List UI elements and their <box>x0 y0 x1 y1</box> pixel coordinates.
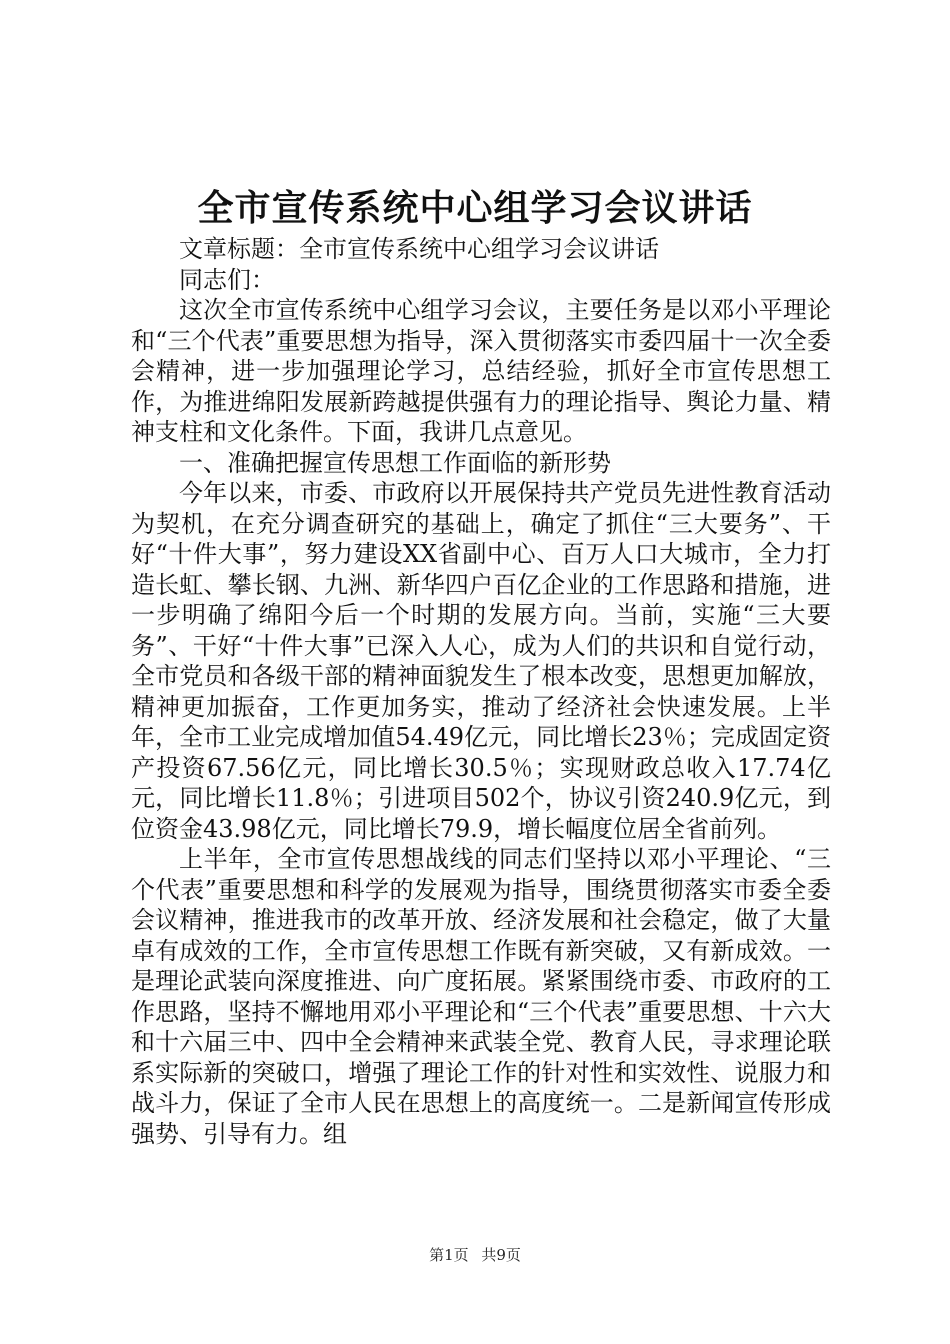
paragraph: 这次全市宣传系统中心组学习会议，主要任务是以邓小平理论和“三个代表”重要思想为指导，深入贯彻落实市委四届十一次全委会精神，进一步加强理论学习，总结经验，抓好全市宣传思想工作，为推进绵阳发展新跨越提供强有力的理论指导、舆论力量、精神支柱和文化条件。下面，我讲几点意见。 <box>131 296 831 446</box>
section-heading: 一、准确把握宣传思想工作面临的新形势 <box>179 448 611 477</box>
document-body <box>131 234 831 1149</box>
paragraph: 上半年，全市宣传思想战线的同志们坚持以邓小平理论、“三个代表”重要思想和科学的发展观为指导，围绕贯彻落实市委全委会议精神，推进我市的改革开放、经济发展和社会稳定，做了大量卓有成效的工作，全市宣传思想工作既有新突破，又有新成效。一是理论武装向深度推进、向广度拓展。紧紧围绕市委、市政府的工作思路，坚持不懈地用邓小平理论和“三个代表”重要思想、十六大和十六届三中、四中全会精神来武装全党、教育人民，寻求理论联系实际新的突破口，增强了理论工作的针对性和实效性、说服力和战斗力，保证了全市人民在思想上的高度统一。二是新闻宣传形成强势、引导有力。组 <box>131 845 831 1148</box>
article-title-line: 文章标题：全市宣传系统中心组学习会议讲话 <box>179 235 659 263</box>
page-footer <box>0 1245 950 1265</box>
document-title: 全市宣传系统中心组学习会议讲话 <box>197 188 753 229</box>
paragraph: 今年以来，市委、市政府以开展保持共产党员先进性教育活动为契机，在充分调查研究的基础上，确定了抓住“三大要务”、干好“十件大事”，努力建设XX省副中心、百万人口大城市，全力打造长虹、攀长钢、九洲、新华四户百亿企业的工作思路和措施，进一步明确了绵阳今后一个时期的发展方向。当前，实施“三大要务”、干好“十件大事”已深入人心，成为人们的共识和自觉行动，全市党员和各级干部的精神面貌发生了根本改变，思想更加解放，精神更加振奋，工作更加务实，推动了经济社会快速发展。上半年，全市工业完成增加值54.49亿元，同比增长23％；完成固定资产投资67.56亿元，同比增长30.5％；实现财政总收入17.74亿元，同比增长11.8％；引进项目502个，协议引资240.9亿元，到位资金43.98亿元，同比增长79.9，增长幅度位居全省前列。 <box>131 479 831 843</box>
page-number: 第1页 <box>429 1246 469 1264</box>
salutation: 同志们： <box>179 265 275 294</box>
page-total: 共9页 <box>481 1246 521 1264</box>
